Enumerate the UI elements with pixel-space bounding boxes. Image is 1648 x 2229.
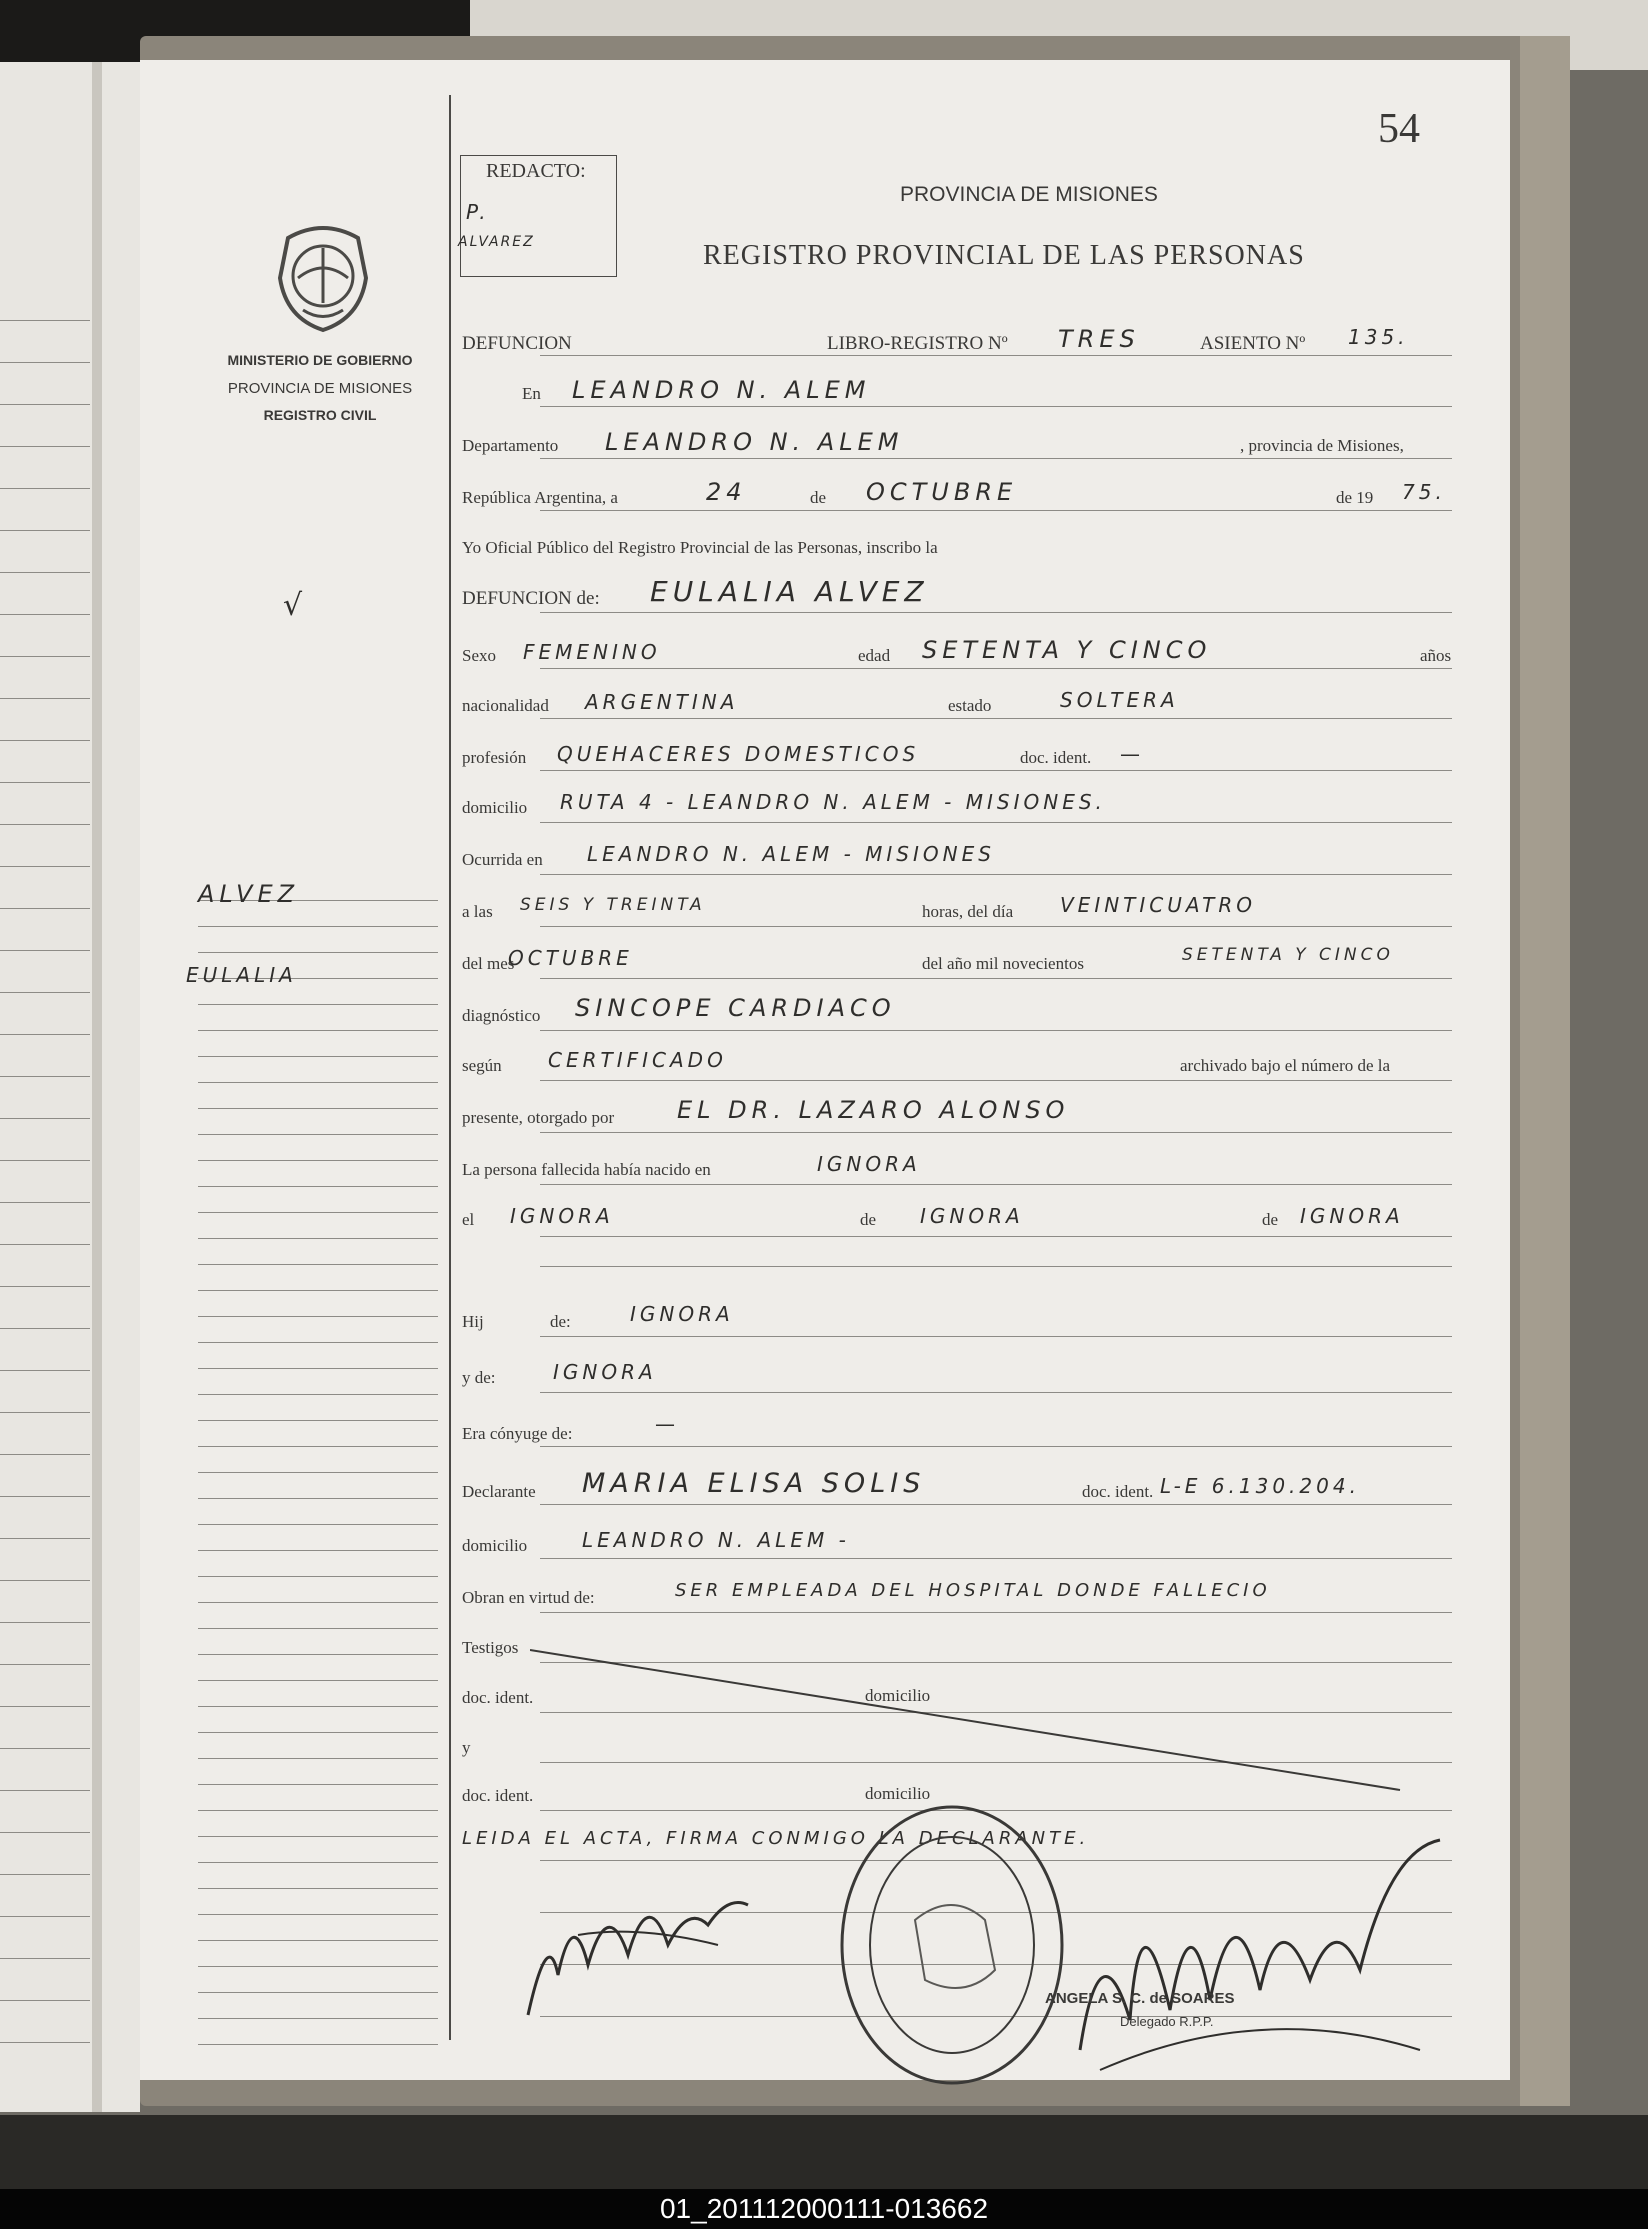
label-de-mes: de: [810, 488, 827, 507]
ministry-name: MINISTERIO DE GOBIERNO: [227, 352, 413, 368]
margin-rule: [198, 1628, 438, 1629]
left-page-rule: [0, 1664, 90, 1665]
margin-rule: [198, 1992, 438, 1993]
redacto-name-initial: P.: [466, 200, 490, 224]
signer-name: ANGELA S. C. de SOARES: [1045, 1990, 1235, 2007]
form-rule: [540, 1184, 1452, 1185]
label-testigos: Testigos: [462, 1638, 519, 1657]
value-hij-de: IGNORA: [630, 1302, 734, 1326]
margin-rule: [198, 1966, 438, 1967]
label-ocurrida: Ocurrida en: [462, 850, 543, 869]
form-rule: [540, 510, 1452, 511]
margin-rule: [198, 2018, 438, 2019]
label-defuncion-de: DEFUNCION de:: [462, 588, 600, 609]
value-segun: CERTIFICADO: [548, 1048, 727, 1072]
form-rule: [540, 1504, 1452, 1505]
left-page-rule: [0, 824, 90, 825]
form-rule: [540, 718, 1452, 719]
label-presente: presente, otorgado por: [462, 1108, 615, 1127]
value-dia: 24: [706, 478, 747, 506]
left-page-rule: [0, 1034, 90, 1035]
form-rule: [540, 926, 1452, 927]
label-profesion: profesión: [462, 748, 527, 767]
label-republica: República Argentina, a: [462, 488, 618, 507]
left-page-rule: [0, 1832, 90, 1833]
margin-rule: [198, 1862, 438, 1863]
left-page-rule: [0, 866, 90, 867]
margin-rule: [198, 1680, 438, 1681]
left-page-rule: [0, 1202, 90, 1203]
margin-rule: [198, 1758, 438, 1759]
official-signature: [1060, 1820, 1460, 2080]
value-asiento: 135.: [1348, 325, 1409, 349]
value-libro: TRES: [1058, 325, 1140, 353]
form-rule: [540, 612, 1452, 613]
left-page-rule: [0, 404, 90, 405]
left-page-rule: [0, 698, 90, 699]
margin-rule: [198, 1056, 438, 1057]
value-declarante-doc: L-E 6.130.204.: [1160, 1474, 1360, 1498]
value-hora: SEIS Y TREINTA: [520, 895, 706, 915]
header-province: PROVINCIA DE MISIONES: [900, 183, 1158, 206]
value-domicilio: RUTA 4 - LEANDRO N. ALEM - MISIONES.: [560, 790, 1106, 814]
left-page-rule: [0, 782, 90, 783]
label-diagnostico: diagnóstico: [462, 1006, 541, 1025]
left-page-rule: [0, 1370, 90, 1371]
margin-check-mark: √: [283, 588, 308, 623]
form-rule: [540, 458, 1452, 459]
header-title: REGISTRO PROVINCIAL DE LAS PERSONAS: [703, 240, 1305, 271]
left-page-rule: [0, 1748, 90, 1749]
value-doc-ident: —: [1120, 742, 1144, 766]
label-doc-ident: doc. ident.: [1020, 748, 1092, 767]
left-page-rule: [0, 1244, 90, 1245]
value-el-de2: IGNORA: [1300, 1204, 1404, 1228]
left-page-rule: [0, 1916, 90, 1917]
label-edad: edad: [858, 646, 891, 665]
label-declarante-domicilio: domicilio: [462, 1536, 528, 1555]
label-a-las: a las: [462, 902, 493, 921]
margin-rule: [198, 1732, 438, 1733]
label-el-de: de: [860, 1210, 877, 1229]
label-sexo: Sexo: [462, 646, 496, 665]
margin-rule: [198, 1316, 438, 1317]
ministry-registry: REGISTRO CIVIL: [263, 407, 377, 423]
margin-rule: [198, 1420, 438, 1421]
left-page-rule: [0, 1790, 90, 1791]
form-rule: [540, 1558, 1452, 1559]
margin-divider: [449, 95, 451, 2040]
margin-rule: [198, 1914, 438, 1915]
value-el-de: IGNORA: [920, 1204, 1024, 1228]
left-page-rule: [0, 2042, 90, 2043]
form-rule: [540, 822, 1452, 823]
margin-rule: [198, 1186, 438, 1187]
margin-rule: [198, 1706, 438, 1707]
margin-rule: [198, 1082, 438, 1083]
margin-rule: [198, 1394, 438, 1395]
label-yo-oficial: Yo Oficial Público del Registro Provincial de las Personas, inscribo la: [462, 538, 938, 557]
left-page: [0, 62, 140, 2112]
label-anos: años: [1420, 646, 1452, 665]
margin-rule: [198, 926, 438, 927]
label-de-19: de 19: [1336, 488, 1374, 507]
margin-surname: ALVEZ: [198, 880, 300, 908]
left-page-rule: [0, 1454, 90, 1455]
form-rule: [540, 874, 1452, 875]
value-profesion: QUEHACERES DOMESTICOS: [557, 742, 920, 766]
value-obran: SER EMPLEADA DEL HOSPITAL DONDE FALLECIO: [675, 1580, 1271, 1601]
form-rule: [540, 406, 1452, 407]
left-page-rule: [0, 1622, 90, 1623]
form-rule: [540, 1266, 1452, 1267]
label-testigo2-domicilio: domicilio: [865, 1784, 931, 1803]
margin-rule: [198, 1654, 438, 1655]
label-en: En: [522, 384, 541, 403]
margin-rule: [198, 1810, 438, 1811]
margin-rule: [198, 1134, 438, 1135]
value-conyuge: —: [655, 1412, 679, 1436]
label-asiento: ASIENTO Nº: [1200, 333, 1306, 354]
margin-rule: [198, 952, 438, 953]
value-declarante: MARIA ELISA SOLIS: [582, 1468, 926, 1499]
label-conyuge: Era cónyuge de:: [462, 1424, 573, 1443]
margin-rule: [198, 1212, 438, 1213]
left-page-rule: [0, 1580, 90, 1581]
label-declarante-doc: doc. ident.: [1082, 1482, 1154, 1501]
margin-rule: [198, 1524, 438, 1525]
left-page-rule: [0, 992, 90, 993]
margin-rule: [198, 1160, 438, 1161]
value-otorgado: EL DR. LAZARO ALONSO: [677, 1096, 1070, 1124]
label-y-de: y de:: [462, 1368, 496, 1387]
margin-rule: [198, 1238, 438, 1239]
value-ocurrida: LEANDRO N. ALEM - MISIONES: [587, 842, 995, 866]
label-segun: según: [462, 1056, 502, 1075]
value-nombre: EULALIA ALVEZ: [650, 575, 929, 608]
left-page-rule: [0, 362, 90, 363]
image-caption: 01_201112000111-013662: [659, 2193, 989, 2224]
left-page-rule: [0, 950, 90, 951]
left-page-rule: [0, 446, 90, 447]
left-page-rule: [0, 320, 90, 321]
closing-statement: LEIDA EL ACTA, FIRMA CONMIGO LA DECLARANTE.: [462, 1828, 1090, 1849]
official-stamp: [835, 1800, 1070, 2090]
label-declarante: Declarante: [462, 1482, 536, 1501]
form-rule: [540, 668, 1452, 669]
form-rule: [540, 1132, 1452, 1133]
declarant-signature: [518, 1865, 758, 2025]
label-testigo-y: y: [462, 1738, 471, 1757]
testigos-strike-line: [530, 1640, 1410, 1796]
value-en: LEANDRO N. ALEM: [572, 376, 871, 404]
left-page-rule: [0, 1286, 90, 1287]
value-ano-letras: SETENTA Y CINCO: [1182, 945, 1394, 965]
value-sexo: FEMENINO: [523, 640, 661, 664]
label-libro: LIBRO-REGISTRO Nº: [827, 333, 1008, 354]
margin-rule: [198, 1030, 438, 1031]
label-el: el: [462, 1210, 475, 1229]
label-departamento: Departamento: [462, 436, 559, 455]
value-mes: OCTUBRE: [866, 478, 1018, 506]
value-mes-letras: OCTUBRE: [508, 946, 633, 970]
margin-rule: [198, 2044, 438, 2045]
left-page-rule: [0, 2000, 90, 2001]
label-hij: Hij: [462, 1312, 484, 1331]
left-page-rule: [0, 1538, 90, 1539]
margin-rule: [198, 1498, 438, 1499]
label-nacido-en: La persona fallecida había nacido en: [462, 1160, 711, 1179]
left-page-rule: [0, 1706, 90, 1707]
margin-rule: [198, 1264, 438, 1265]
label-el-de2: de: [1262, 1210, 1279, 1229]
left-page-rule: [0, 1118, 90, 1119]
redacto-name: ALVAREZ: [458, 234, 535, 250]
value-edad: SETENTA Y CINCO: [922, 636, 1212, 664]
label-domicilio: domicilio: [462, 798, 528, 817]
label-horas: horas, del día: [922, 902, 1014, 921]
margin-rule: [198, 1342, 438, 1343]
label-del-mes: del mes: [462, 954, 515, 973]
ministry-seal-icon: [268, 218, 378, 336]
left-page-rule: [0, 1958, 90, 1959]
label-defuncion: DEFUNCION: [462, 333, 572, 354]
label-testigo2-doc: doc. ident.: [462, 1786, 534, 1805]
margin-given-name: EULALIA: [186, 963, 297, 987]
form-rule: [540, 1446, 1452, 1447]
value-estado: SOLTERA: [1060, 688, 1179, 712]
left-page-rule: [0, 740, 90, 741]
label-hij-de: de:: [550, 1312, 571, 1331]
margin-rule: [198, 1004, 438, 1005]
form-rule: [540, 1080, 1452, 1081]
left-page-rule: [0, 1160, 90, 1161]
left-page-rule: [0, 1412, 90, 1413]
label-provincia: , provincia de Misiones,: [1240, 436, 1404, 455]
form-rule: [540, 355, 1452, 356]
margin-rule: [198, 1940, 438, 1941]
left-page-rule: [0, 530, 90, 531]
left-page-rule: [0, 572, 90, 573]
form-rule: [540, 1030, 1452, 1031]
value-nacionalidad: ARGENTINA: [585, 690, 739, 714]
label-testigo1-domicilio: domicilio: [865, 1686, 931, 1705]
margin-rule: [198, 1290, 438, 1291]
left-page-rule: [0, 614, 90, 615]
label-nacionalidad: nacionalidad: [462, 696, 549, 715]
left-page-rule: [0, 1874, 90, 1875]
margin-rule: [198, 1472, 438, 1473]
left-page-rule: [0, 1496, 90, 1497]
margin-rule: [198, 1836, 438, 1837]
form-rule: [540, 770, 1452, 771]
label-del-ano: del año mil novecientos: [922, 954, 1084, 973]
page-number: 54: [1378, 106, 1420, 152]
margin-rule: [198, 1446, 438, 1447]
book-cover-edge: [1520, 36, 1570, 2106]
value-el: IGNORA: [510, 1204, 614, 1228]
label-archivado: archivado bajo el número de la: [1180, 1056, 1391, 1075]
left-page-rule: [0, 488, 90, 489]
ministry-province: PROVINCIA DE MISIONES: [227, 380, 413, 397]
value-ano: 75.: [1402, 480, 1446, 504]
margin-rule: [198, 1550, 438, 1551]
form-rule: [540, 978, 1452, 979]
redacto-label: REDACTO:: [486, 160, 586, 182]
form-rule: [540, 1392, 1452, 1393]
signer-role: Delegado R.P.P.: [1120, 2014, 1214, 2029]
form-rule: [540, 1612, 1452, 1613]
margin-rule: [198, 1784, 438, 1785]
left-page-edge: [92, 62, 102, 2112]
left-page-rule: [0, 908, 90, 909]
label-obran: Obran en virtud de:: [462, 1588, 595, 1607]
margin-rule: [198, 1108, 438, 1109]
value-departamento: LEANDRO N. ALEM: [605, 428, 904, 456]
margin-rule: [198, 1368, 438, 1369]
left-page-rule: [0, 1328, 90, 1329]
form-rule: [540, 1336, 1452, 1337]
margin-rule: [198, 1576, 438, 1577]
photo-background-bottom: [0, 2115, 1648, 2189]
left-page-rule: [0, 1076, 90, 1077]
form-rule: [540, 1236, 1452, 1237]
value-nacido-en: IGNORA: [817, 1152, 921, 1176]
value-declarante-domicilio: LEANDRO N. ALEM -: [582, 1528, 850, 1552]
label-testigo1-doc: doc. ident.: [462, 1688, 534, 1707]
margin-rule: [198, 1888, 438, 1889]
left-page-rule: [0, 656, 90, 657]
margin-rule: [198, 1602, 438, 1603]
value-diagnostico: SINCOPE CARDIACO: [575, 994, 896, 1022]
value-dia-letras: VEINTICUATRO: [1060, 893, 1256, 917]
label-estado: estado: [948, 696, 992, 715]
value-y-de: IGNORA: [553, 1360, 657, 1384]
